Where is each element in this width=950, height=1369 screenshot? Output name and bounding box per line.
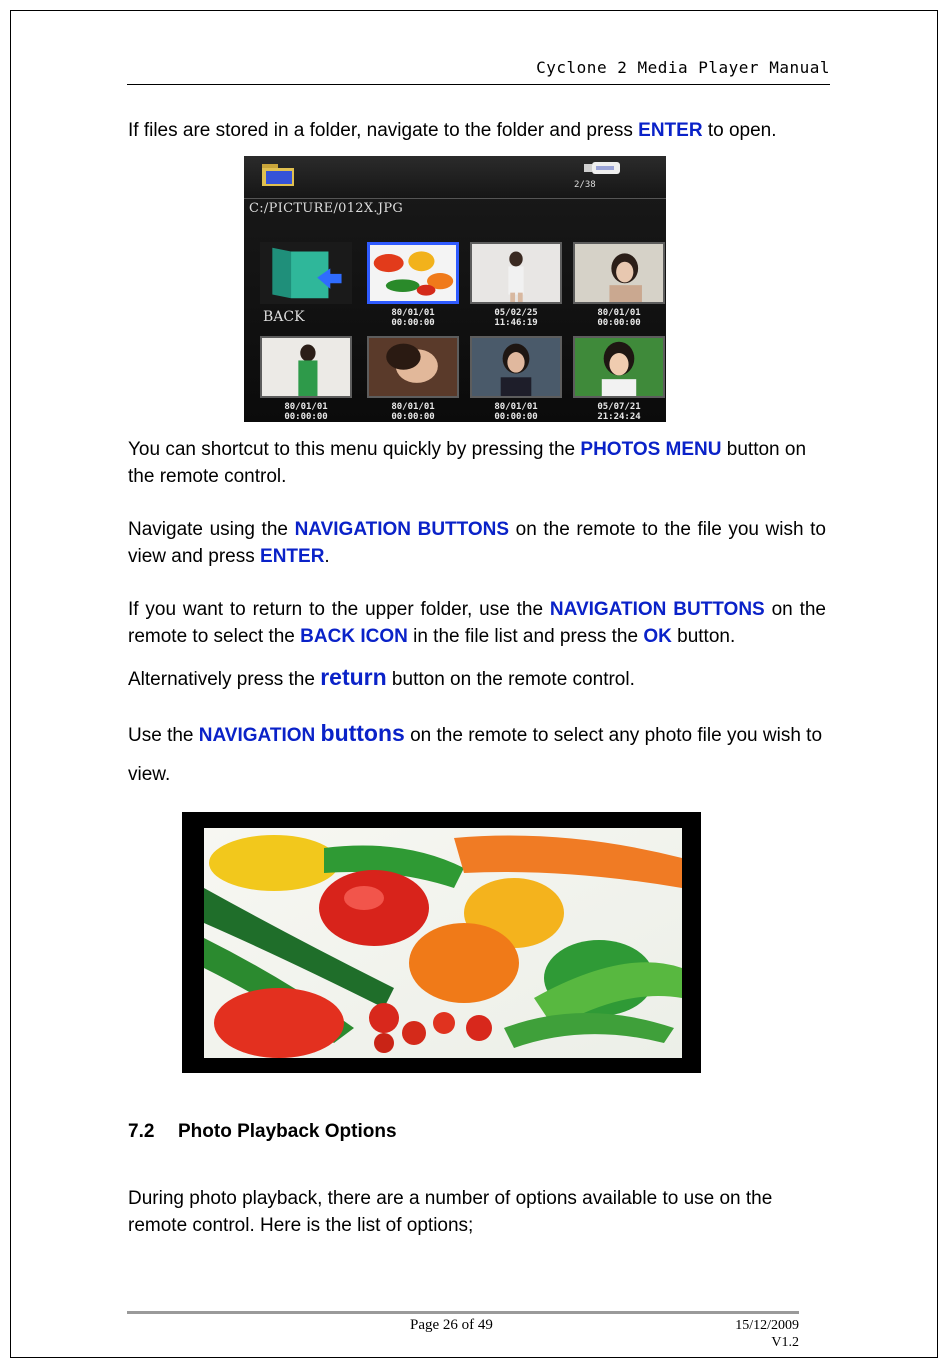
tile-time: 00:00:00 [494,412,538,422]
text: button. [671,626,736,647]
tile-time: 00:00:00 [597,318,641,328]
section-heading [128,1121,397,1143]
text: on the remote to select the [128,599,826,647]
tile-date: 05/07/21 [597,402,641,412]
usb-icon [584,162,622,174]
portrait-thumb [369,338,457,396]
text: . [324,546,330,567]
back-folder-icon [262,244,350,302]
tile-time: 00:00:00 [391,318,435,328]
keyword-photos-menu: PHOTOS MENU [580,439,722,460]
text: on the remote to select any photo file you wish to view. [128,725,823,785]
back-tile[interactable] [260,242,352,304]
thumbnail-photo-6[interactable] [367,336,459,398]
page-header: Cyclone 2 Media Player Manual [536,58,830,77]
paragraph-navigate [128,516,826,570]
keyword-ok: OK [643,626,672,647]
keyword-navigation: NAVIGATION [198,725,316,746]
footer-date: 15/12/2009 [735,1318,799,1333]
keyword-navigation-buttons: NAVIGATION BUTTONS [294,519,510,540]
thumbnail-vegetables[interactable] [367,242,459,304]
text: Use the [128,725,199,746]
page-number: Page 26 of 49 [410,1317,493,1333]
section-number: 7.2 [128,1121,155,1142]
vegetables-image [204,828,682,1058]
text: Navigate using the [128,519,295,540]
footer-version: V1.2 [771,1335,799,1350]
portrait-thumb [575,338,663,396]
folder-icon [260,162,296,188]
portrait-thumb [575,244,663,302]
text: to open. [702,120,777,141]
tile-date: 80/01/01 [284,402,328,412]
thumbnail-photo-4[interactable] [573,242,665,304]
tile-time: 21:24:24 [597,412,641,422]
paragraph-shortcut [128,436,826,490]
tile-date: 80/01/01 [391,308,435,318]
thumbnail-photo-8[interactable] [573,336,665,398]
file-path: C:/PICTURE/012X.JPG [249,201,404,216]
paragraph-return [128,662,826,695]
tile-date: 80/01/01 [597,308,641,318]
text: You can shortcut to this menu quickly by pressing the [128,439,581,460]
keyword-buttons: buttons [320,720,405,746]
paragraph-select-photo [128,714,826,794]
tile-time: 00:00:00 [284,412,328,422]
text: If you want to return to the upper folder, use the [128,599,550,620]
text: If files are stored in a folder, navigate to the folder and press [128,120,639,141]
keyword-enter: ENTER [638,120,703,141]
photo-browser-screenshot [244,156,666,422]
text: button on the remote control. [386,669,635,690]
text: button on the remote control. [128,439,807,487]
back-label: BACK [263,309,305,325]
tile-time: 11:46:19 [494,318,538,328]
vegetables-photo [182,812,701,1073]
portrait-thumb [472,338,560,396]
tile-date: 05/02/25 [494,308,538,318]
file-counter: 2/38 [574,180,596,190]
text: During photo playback, there are a number of options available to use on the remote control. Here is the list of options; [128,1188,773,1236]
tile-date: 80/01/01 [391,402,435,412]
keyword-navigation-buttons: NAVIGATION BUTTONS [549,599,765,620]
portrait-thumb [262,338,350,396]
text: Alternatively press the [128,669,321,690]
paragraph-playback-options [128,1185,826,1239]
thumbnail-photo-3[interactable] [470,242,562,304]
keyword-back-icon: BACK ICON [300,626,408,647]
tile-date: 80/01/01 [494,402,538,412]
header-rule [127,84,830,85]
thumbnail-photo-5[interactable] [260,336,352,398]
vegetables-thumb [370,245,456,301]
keyword-return: return [320,664,387,690]
footer-date-version [729,1317,799,1351]
text: on the remote to the file you wish to view and press [128,519,826,567]
tile-time: 00:00:00 [391,412,435,422]
portrait-thumb [472,244,560,302]
thumbnail-photo-7[interactable] [470,336,562,398]
text: in the file list and press the [407,626,644,647]
section-title: Photo Playback Options [178,1121,397,1142]
footer-rule [127,1311,799,1314]
keyword-enter: ENTER [260,546,325,567]
paragraph-upper-folder [128,596,826,650]
paragraph-folder-open [128,117,826,144]
